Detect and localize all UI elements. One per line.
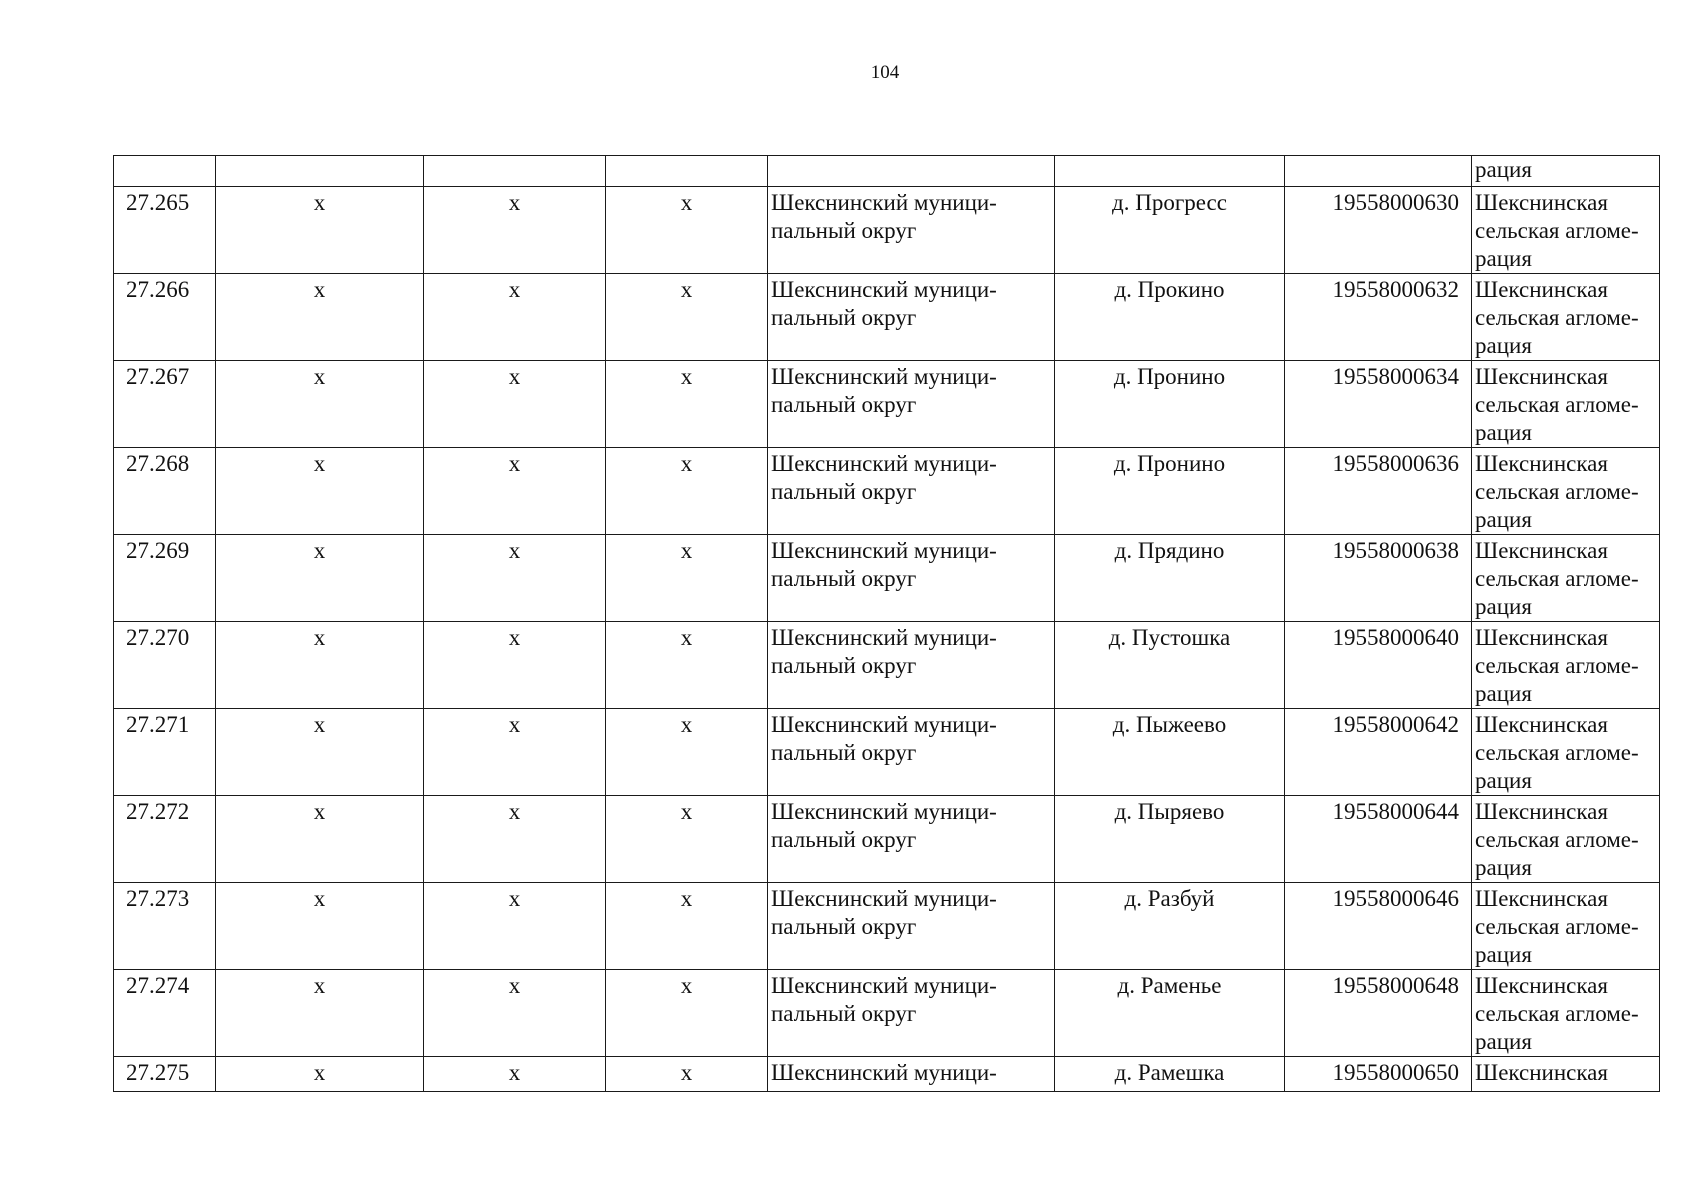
table-row xyxy=(114,883,1660,970)
cell-col3 xyxy=(424,156,606,187)
cell-code: 19558000646 xyxy=(1285,883,1472,970)
cell-col3: х xyxy=(424,361,606,448)
cell-col2 xyxy=(216,156,424,187)
cell-municipality: Шекснинский муници-пальный округ xyxy=(768,796,1055,883)
cell-col3: х xyxy=(424,883,606,970)
cell-col4: х xyxy=(606,535,768,622)
cell-num: 27.273 xyxy=(114,883,216,970)
cell-col3: х xyxy=(424,622,606,709)
registry-body xyxy=(114,156,1660,1092)
table-row xyxy=(114,796,1660,883)
cell-code: 19558000638 xyxy=(1285,535,1472,622)
cell-locality: д. Пустошка xyxy=(1055,622,1285,709)
cell-agglomeration: Шекснинская сельская агломе-рация xyxy=(1472,448,1660,535)
table-row xyxy=(114,970,1660,1057)
cell-code: 19558000632 xyxy=(1285,274,1472,361)
cell-col3: х xyxy=(424,970,606,1057)
cell-agglomeration: Шекснинская сельская агломе-рация xyxy=(1472,709,1660,796)
cell-code: 19558000636 xyxy=(1285,448,1472,535)
cell-col2: х xyxy=(216,274,424,361)
cell-col3: х xyxy=(424,796,606,883)
cell-num: 27.266 xyxy=(114,274,216,361)
cell-num: 27.270 xyxy=(114,622,216,709)
cell-code: 19558000650 xyxy=(1285,1057,1472,1092)
cell-col2: х xyxy=(216,883,424,970)
cell-agglomeration: Шекснинская сельская агломе-рация xyxy=(1472,187,1660,274)
cell-locality: д. Прогресс xyxy=(1055,187,1285,274)
cell-agglomeration: Шекснинская сельская агломе-рация xyxy=(1472,622,1660,709)
cell-num xyxy=(114,156,216,187)
cell-num: 27.268 xyxy=(114,448,216,535)
table-row xyxy=(114,448,1660,535)
cell-code: 19558000634 xyxy=(1285,361,1472,448)
cell-col2: х xyxy=(216,709,424,796)
cell-municipality: Шекснинский муници-пальный округ xyxy=(768,187,1055,274)
cell-num: 27.267 xyxy=(114,361,216,448)
cell-col4 xyxy=(606,156,768,187)
table-row xyxy=(114,274,1660,361)
cell-code: 19558000640 xyxy=(1285,622,1472,709)
cell-num: 27.275 xyxy=(114,1057,216,1092)
cell-num: 27.271 xyxy=(114,709,216,796)
cell-locality: д. Разбуй xyxy=(1055,883,1285,970)
cell-col2: х xyxy=(216,970,424,1057)
cell-col3: х xyxy=(424,535,606,622)
cell-col3: х xyxy=(424,448,606,535)
cell-col4: х xyxy=(606,709,768,796)
cell-municipality: Шекснинский муници- xyxy=(768,1057,1055,1092)
cell-municipality xyxy=(768,156,1055,187)
cell-municipality: Шекснинский муници-пальный округ xyxy=(768,883,1055,970)
cell-municipality: Шекснинский муници-пальный округ xyxy=(768,970,1055,1057)
table-row xyxy=(114,622,1660,709)
cell-col3: х xyxy=(424,1057,606,1092)
cell-locality: д. Пыжеево xyxy=(1055,709,1285,796)
cell-col4: х xyxy=(606,796,768,883)
cell-locality: д. Прокино xyxy=(1055,274,1285,361)
cell-num: 27.274 xyxy=(114,970,216,1057)
cell-municipality: Шекснинский муници-пальный округ xyxy=(768,361,1055,448)
cell-col3: х xyxy=(424,709,606,796)
cell-col4: х xyxy=(606,274,768,361)
cell-locality: д. Раменье xyxy=(1055,970,1285,1057)
cell-agglomeration: Шекснинская сельская агломе-рация xyxy=(1472,796,1660,883)
cell-locality: д. Пронино xyxy=(1055,448,1285,535)
cell-col2: х xyxy=(216,448,424,535)
cell-code xyxy=(1285,156,1472,187)
cell-col4: х xyxy=(606,970,768,1057)
cell-agglomeration: Шекснинская сельская агломе-рация xyxy=(1472,883,1660,970)
cell-col2: х xyxy=(216,1057,424,1092)
cell-locality: д. Рамешка xyxy=(1055,1057,1285,1092)
cell-col3: х xyxy=(424,274,606,361)
cell-municipality: Шекснинский муници-пальный округ xyxy=(768,535,1055,622)
cell-col3: х xyxy=(424,187,606,274)
cell-col4: х xyxy=(606,1057,768,1092)
cell-agglomeration: рация xyxy=(1472,156,1660,187)
cell-col2: х xyxy=(216,187,424,274)
cell-col2: х xyxy=(216,535,424,622)
cell-agglomeration: Шекснинская сельская агломе-рация xyxy=(1472,535,1660,622)
cell-locality: д. Пронино xyxy=(1055,361,1285,448)
cell-agglomeration: Шекснинская сельская агломе-рация xyxy=(1472,970,1660,1057)
table-row xyxy=(114,361,1660,448)
cell-municipality: Шекснинский муници-пальный округ xyxy=(768,709,1055,796)
cell-agglomeration: Шекснинская xyxy=(1472,1057,1660,1092)
registry-table xyxy=(113,155,1660,1092)
table-row xyxy=(114,709,1660,796)
page-number: 104 xyxy=(870,62,900,83)
cell-col4: х xyxy=(606,622,768,709)
table-row xyxy=(114,1057,1660,1092)
cell-municipality: Шекснинский муници-пальный округ xyxy=(768,448,1055,535)
cell-municipality: Шекснинский муници-пальный округ xyxy=(768,274,1055,361)
cell-locality xyxy=(1055,156,1285,187)
cell-num: 27.272 xyxy=(114,796,216,883)
cell-col4: х xyxy=(606,361,768,448)
cell-col4: х xyxy=(606,187,768,274)
cell-col2: х xyxy=(216,361,424,448)
cell-agglomeration: Шекснинская сельская агломе-рация xyxy=(1472,274,1660,361)
cell-col4: х xyxy=(606,883,768,970)
cell-municipality: Шекснинский муници-пальный округ xyxy=(768,622,1055,709)
cell-code: 19558000642 xyxy=(1285,709,1472,796)
cell-code: 19558000644 xyxy=(1285,796,1472,883)
cell-col4: х xyxy=(606,448,768,535)
cell-locality: д. Прядино xyxy=(1055,535,1285,622)
cell-locality: д. Пыряево xyxy=(1055,796,1285,883)
cell-agglomeration: Шекснинская сельская агломе-рация xyxy=(1472,361,1660,448)
cell-col2: х xyxy=(216,622,424,709)
cell-col2: х xyxy=(216,796,424,883)
table-row xyxy=(114,535,1660,622)
table-row xyxy=(114,187,1660,274)
continuation-row xyxy=(114,156,1660,187)
cell-num: 27.265 xyxy=(114,187,216,274)
cell-code: 19558000630 xyxy=(1285,187,1472,274)
cell-code: 19558000648 xyxy=(1285,970,1472,1057)
cell-num: 27.269 xyxy=(114,535,216,622)
